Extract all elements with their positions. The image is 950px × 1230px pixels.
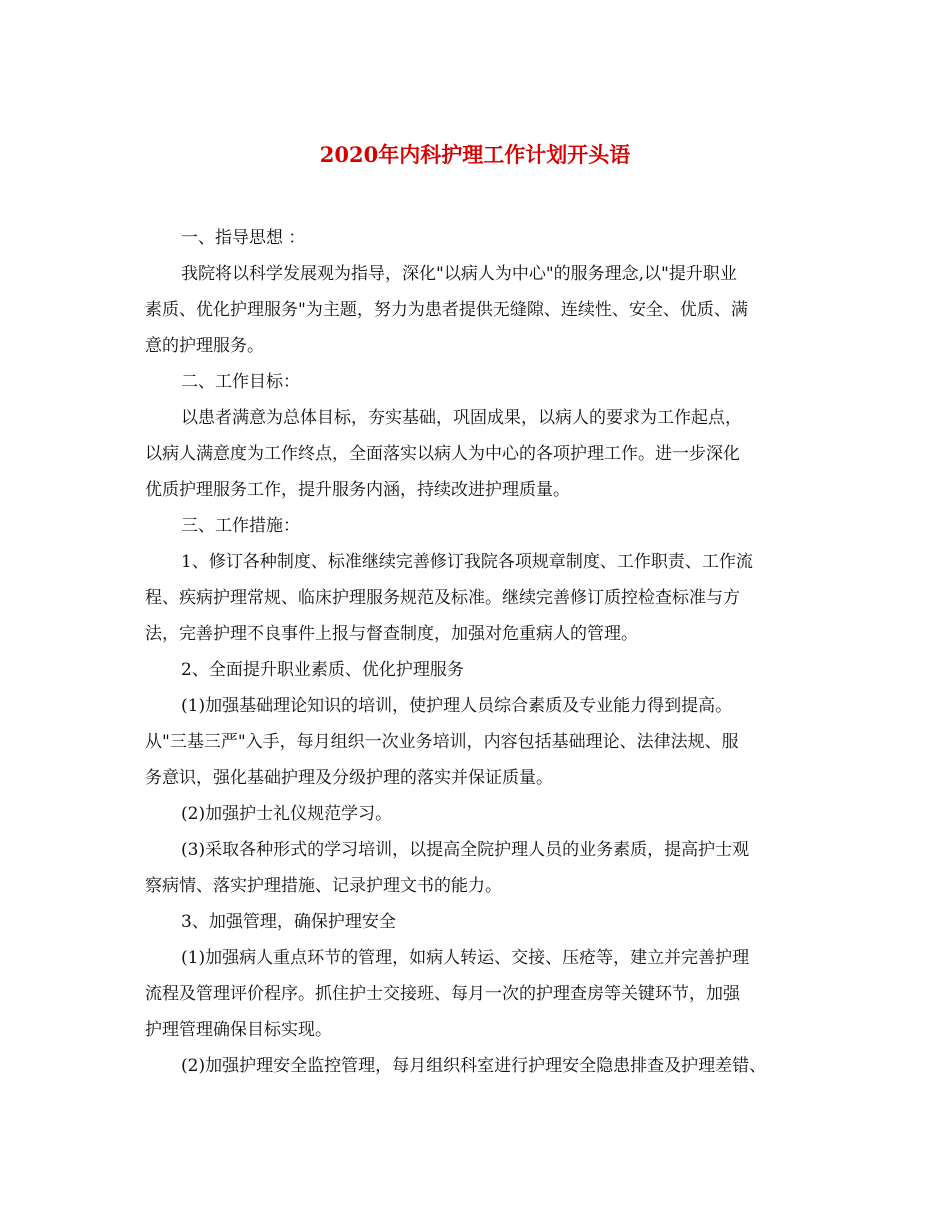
paragraph: [145, 904, 810, 940]
paragraph-line: 以病人满意度为工作终点，全面落实以病人为中心的各项护理工作。进一步深化: [145, 444, 740, 464]
paragraph-line: 以患者满意为总体目标，夯实基础，巩固成果，以病人的要求为工作起点，: [181, 408, 742, 428]
paragraph-line: 流程及管理评价程序。抓住护士交接班、每月一次的护理查房等关键环节，加强: [145, 984, 740, 1004]
paragraph-line: 意的护理服务。: [145, 336, 264, 356]
paragraph-line: 从"三基三严"入手，每月组织一次业务培训，内容包括基础理论、法律法规、服: [145, 732, 739, 752]
paragraph-line: (2)加强护士礼仪规范学习。: [181, 804, 393, 824]
paragraph: [145, 256, 810, 364]
paragraph-line: 护理管理确保目标实现。: [145, 1020, 332, 1040]
document-body: [145, 220, 810, 1084]
paragraph: [145, 220, 810, 256]
paragraph-line: 3、加强管理，确保护理安全: [181, 912, 396, 932]
paragraph: [145, 688, 810, 796]
paragraph-line: 素质、优化护理服务"为主题，努力为患者提供无缝隙、连续性、安全、优质、满: [145, 300, 748, 320]
paragraph-line: 我院将以科学发展观为指导，深化"以病人为中心"的服务理念,以"提升职业: [181, 264, 737, 284]
paragraph: [145, 544, 810, 652]
paragraph: [145, 364, 810, 400]
paragraph-line: 二、工作目标：: [181, 372, 300, 392]
paragraph: [145, 1048, 810, 1084]
paragraph-line: 1、修订各种制度、标准继续完善修订我院各项规章制度、工作职责、工作流: [181, 552, 753, 572]
paragraph: [145, 508, 810, 544]
paragraph-line: (1)加强病人重点环节的管理，如病人转运、交接、压疮等，建立并完善护理: [181, 948, 750, 968]
paragraph-line: 察病情、落实护理措施、记录护理文书的能力。: [145, 876, 502, 896]
paragraph-line: (2)加强护理安全监控管理，每月组织科室进行护理安全隐患排查及护理差错、: [181, 1056, 767, 1076]
paragraph: [145, 940, 810, 1048]
paragraph-line: 程、疾病护理常规、临床护理服务规范及标准。继续完善修订质控检查标准与方: [145, 588, 740, 608]
paragraph-line: (1)加强基础理论知识的培训，使护理人员综合素质及专业能力得到提高。: [181, 696, 733, 716]
paragraph: [145, 796, 810, 832]
paragraph-line: 法，完善护理不良事件上报与督查制度，加强对危重病人的管理。: [145, 624, 638, 644]
paragraph-line: 2、全面提升职业素质、优化护理服务: [181, 660, 464, 680]
paragraph-line: 务意识，强化基础护理及分级护理的落实并保证质量。: [145, 768, 553, 788]
document-title: 2020年内科护理工作计划开头语: [319, 142, 631, 167]
paragraph-line: 一、指导思想 ：: [181, 228, 306, 248]
paragraph: [145, 832, 810, 904]
paragraph: [145, 652, 810, 688]
paragraph-line: 三、工作措施：: [181, 516, 300, 536]
paragraph-line: 优质护理服务工作，提升服务内涵，持续改进护理质量。: [145, 480, 570, 500]
paragraph: [145, 400, 810, 508]
paragraph-line: (3)采取各种形式的学习培训，以提高全院护理人员的业务素质，提高护士观: [181, 840, 750, 860]
